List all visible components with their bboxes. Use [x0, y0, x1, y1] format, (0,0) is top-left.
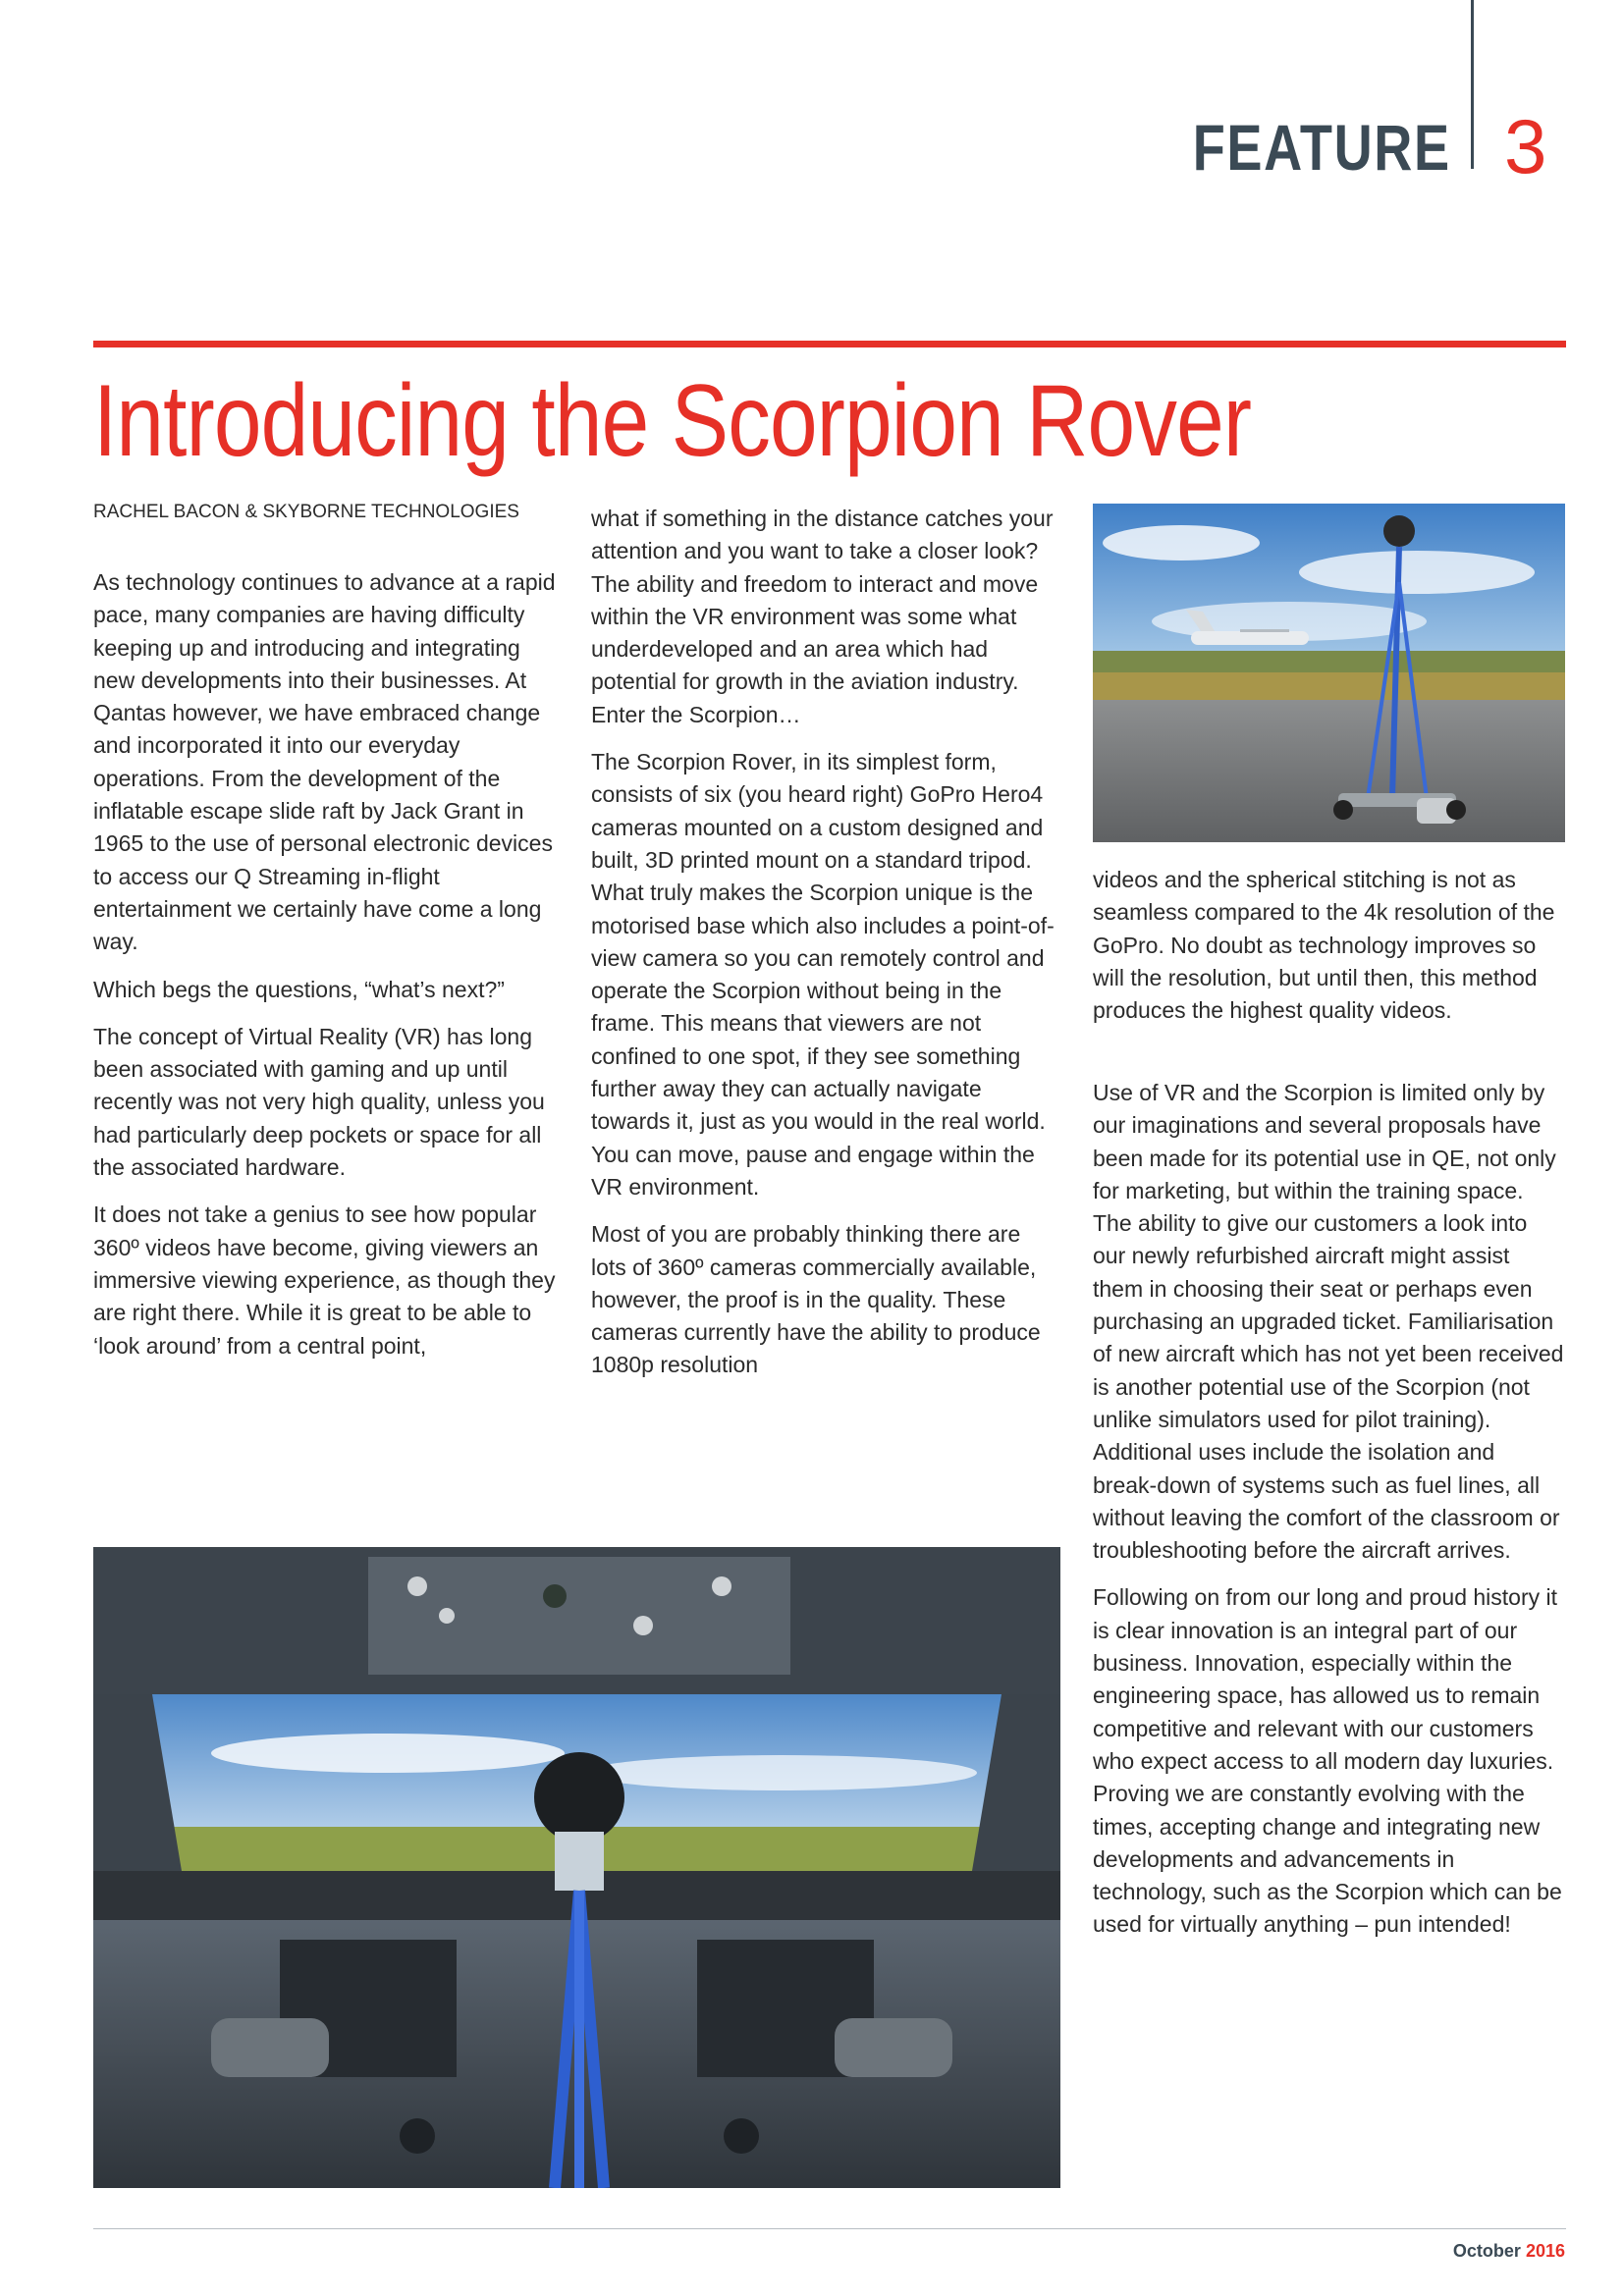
- article-title: Introducing the Scorpion Rover: [93, 364, 1252, 478]
- footer-rule: [93, 2228, 1566, 2229]
- paragraph: Following on from our long and proud history it is clear innovation is an integral part of our business. Innovation, especially within the engineering space, has allowed us to remain competitive and relevant with our customers who expect access to all modern day luxuries. Proving we are constantly evolving with the times, accepting change and integrating new developments and advancements in technology, such as the Scorpion which can be used for virtually anything – pun intended!: [1093, 1584, 1562, 1938]
- column-3: [1093, 1077, 1564, 1956]
- column-3-top: [1093, 864, 1564, 1041]
- section-label: FEATURE: [1192, 111, 1451, 184]
- paragraph: The Scorpion Rover, in its simplest form, consists of six (you heard right) GoPro Hero4 cameras mounted on a custom designed and built, 3D printed mount on a standard tripod. What truly makes the Scorpion unique is the motorised base which also includes a point-of-view camera so you can remotely control and operate the Scorpion without being in the frame. This means that viewers are not confined to one spot, if they see something further away they can actually navigate towards it, just as you would in the real world. You can move, pause and engage within the VR environment.: [591, 749, 1055, 1200]
- column-1: [93, 566, 565, 1377]
- footer-month: October: [1452, 2241, 1521, 2261]
- footer-date: [1453, 2241, 1565, 2262]
- paragraph: As technology continues to advance at a rapid pace, many companies are having difficulty keeping up and introducing and integrating new developments into their businesses. At Qantas however, we have embraced change and incorporated it into our everyday operations. From the development of the inflatable escape slide raft by Jack Grant in 1965 to the use of personal electronic devices to access our Q Streaming in-flight entertainment we certainly have come a long way.: [93, 569, 556, 955]
- paragraph: what if something in the distance catches your attention and you want to take a closer look? The ability and freedom to interact and move within the VR environment was some what underdeveloped and an area which had potential for growth in the aviation industry. Enter the Scorpion…: [591, 506, 1054, 727]
- cockpit-photo: [93, 1547, 1060, 2188]
- paragraph: Use of VR and the Scorpion is limited only by our imaginations and several proposals have been made for its potential use in QE, not only for marketing, but within the training space. The ability to give our customers a look into our newly refurbished aircraft might assist them in choosing their seat or perhaps even purchasing an upgraded ticket. Familiarisation of new aircraft which has not yet been received is another potential use of the Scorpion (not unlike simulators used for pilot training). Additional uses include the isolation and break-down of systems such as fuel lines, all without leaving the comfort of the classroom or troubleshooting before the aircraft arrives.: [1093, 1080, 1564, 1564]
- paragraph: It does not take a genius to see how popular 360º videos have become, giving viewers an immersive viewing experience, as though they are right there. While it is great to be able to ‘look around’ from a central point,: [93, 1201, 556, 1359]
- column-2: [591, 503, 1060, 1397]
- paragraph: videos and the spherical stitching is not as seamless compared to the 4k resolution of the GoPro. No doubt as technology improves so will the resolution, but until then, this method produces the highest quality videos.: [1093, 867, 1555, 1024]
- paragraph: The concept of Virtual Reality (VR) has long been associated with gaming and up until recently was not very high quality, unless you had particularly deep pockets or space for all the associated hardware.: [93, 1023, 545, 1181]
- paragraph: Most of you are probably thinking there are lots of 360º cameras commercially available, however, the proof is in the quality. These cameras currently have the ability to produce 1080p resolution: [591, 1221, 1041, 1378]
- paragraph: Which begs the questions, “what’s next?”: [93, 976, 505, 1002]
- byline: RACHEL BACON & SKYBORNE TECHNOLOGIES: [93, 502, 519, 522]
- rover-tarmac-photo: [1093, 504, 1565, 842]
- footer-year: 2016: [1525, 2241, 1565, 2261]
- header-divider: [1471, 0, 1474, 169]
- title-rule: [93, 341, 1566, 347]
- page-number: 3: [1504, 103, 1547, 189]
